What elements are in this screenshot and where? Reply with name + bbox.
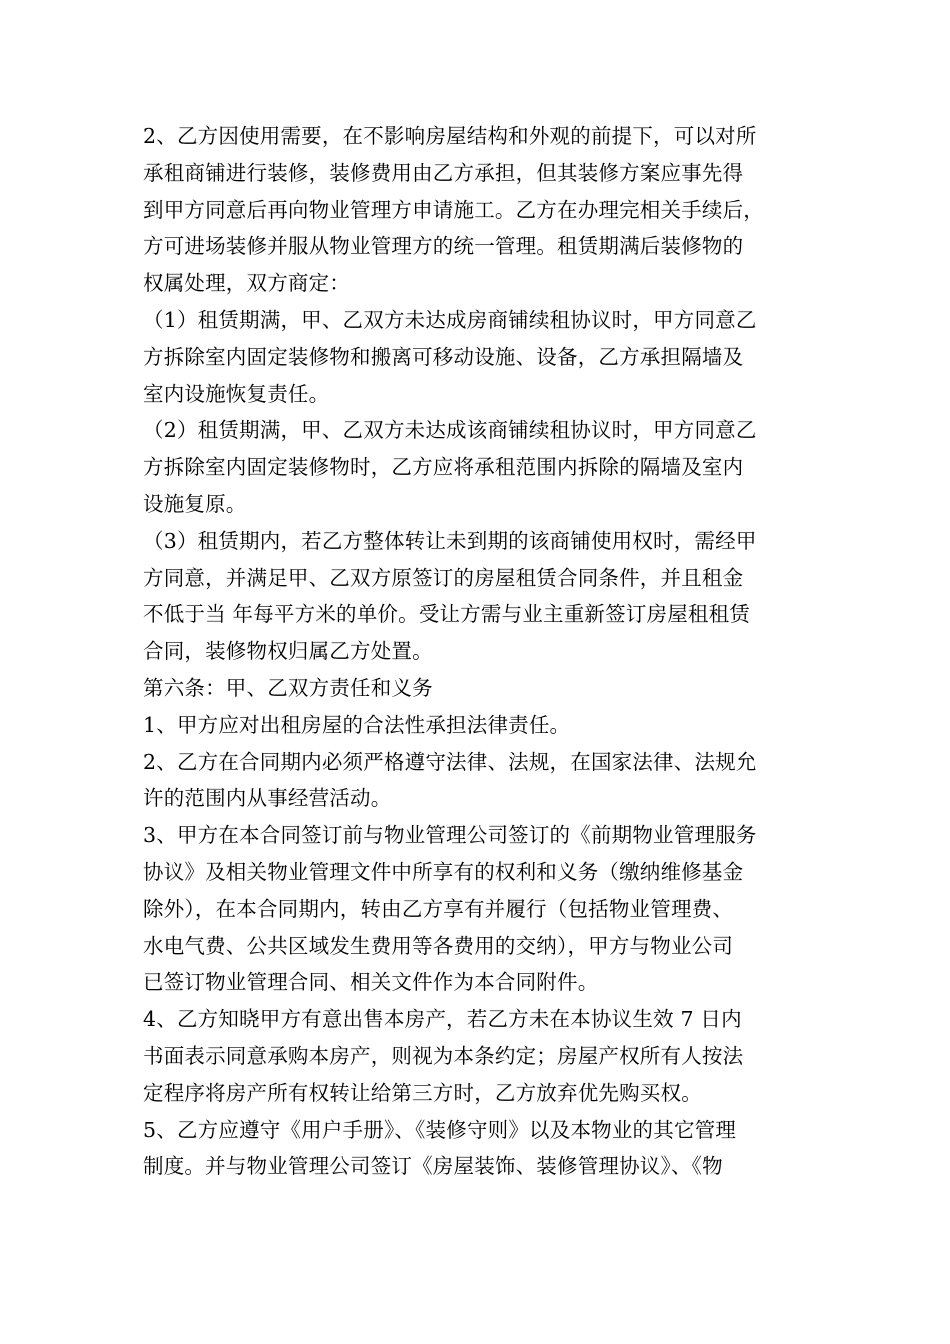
- text-line: 除外），在本合同期内，转由乙方享有并履行（包括物业管理费、: [143, 896, 734, 921]
- text-line: 到甲方同意后再向物业管理方申请施工。乙方在办理完相关手续后，: [143, 197, 764, 222]
- text-line: （2）租赁期满，甲、乙双方未达成该商铺续租协议时，甲方同意乙: [143, 418, 757, 443]
- text-line: 方拆除室内固定装修物和搬离可移动设施、设备，乙方承担隔墙及: [143, 344, 744, 369]
- text-line: 方拆除室内固定装修物时，乙方应将承租范围内拆除的隔墙及室内: [143, 455, 744, 480]
- text-line: 2、乙方在合同期内必须严格遵守法律、法规，在国家法律、法规允: [143, 749, 757, 774]
- text-line: 5、乙方应遵守《用户手册》、《装修守则》以及本物业的其它管理: [143, 1117, 737, 1142]
- text-line: 方可进场装修并服从物业管理方的统一管理。租赁期满后装修物的: [143, 234, 744, 259]
- text-line: 协议》及相关物业管理文件中所享有的权利和义务（缴纳维修基金: [143, 859, 744, 884]
- text-line: 合同，装修物权归属乙方处置。: [143, 639, 433, 664]
- section-heading: 第六条：甲、乙双方责任和义务: [143, 675, 433, 700]
- text-line: 水电气费、公共区域发生费用等各费用的交纳），甲方与物业公司: [143, 933, 734, 958]
- text-line: 2、乙方因使用需要，在不影响房屋结构和外观的前提下，可以对所: [143, 124, 757, 148]
- text-line: 定程序将房产所有权转让给第三方时，乙方放弃优先购买权。: [143, 1080, 702, 1105]
- text-line: 3、甲方在本合同签订前与物业管理公司签订的《前期物业管理服务: [143, 823, 757, 848]
- text-line: 权属处理，双方商定：: [143, 271, 350, 296]
- text-line: 已签订物业管理合同、相关文件作为本合同附件。: [143, 970, 599, 995]
- text-line: 许的范围内从事经营活动。: [143, 786, 392, 811]
- text-line: 书面表示同意承购本房产，则视为本条约定；房屋产权所有人按法: [143, 1043, 744, 1068]
- text-line: 方同意，并满足甲、乙双方原签订的房屋租赁合同条件，并且租金: [143, 565, 744, 590]
- text-line: 不低于当 年每平方米的单价。受让方需与业主重新签订房屋租租赁: [143, 602, 751, 627]
- text-line: 4、乙方知晓甲方有意出售本房产，若乙方未在本协议生效 7 日内: [143, 1007, 742, 1032]
- text-line: 设施复原。: [143, 491, 247, 516]
- text-line: 室内设施恢复责任。: [143, 381, 330, 406]
- text-line: 制度。并与物业管理公司签订《房屋装饰、装修管理协议》、《物: [143, 1154, 723, 1179]
- document-body: [143, 118, 813, 1185]
- text-line: 1、甲方应对出租房屋的合法性承担法律责任。: [143, 712, 571, 737]
- text-line: （3）租赁期内，若乙方整体转让未到期的该商铺使用权时，需经甲: [143, 528, 757, 553]
- text-line: （1）租赁期满，甲、乙双方未达成房商铺续租协议时，甲方同意乙: [143, 307, 757, 332]
- text-line: 承租商铺进行装修，装修费用由乙方承担，但其装修方案应事先得: [143, 160, 744, 185]
